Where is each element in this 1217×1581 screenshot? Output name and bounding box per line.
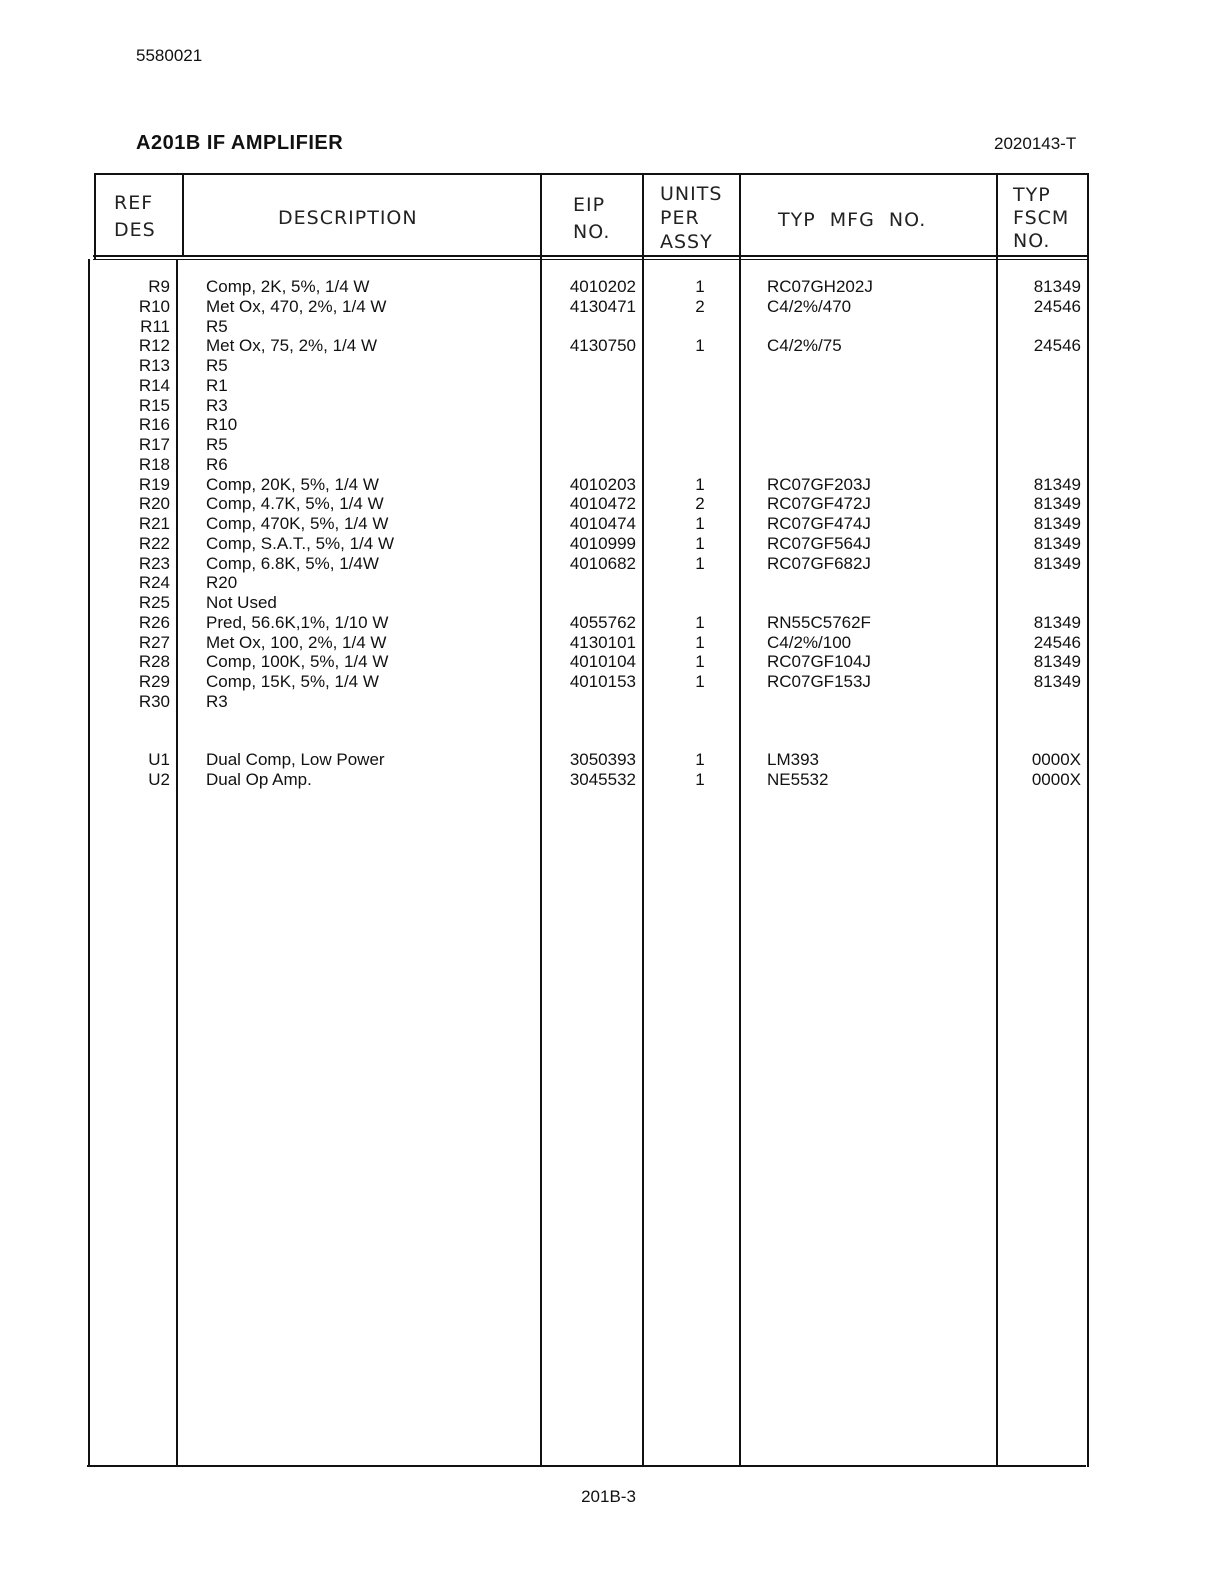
cell-description: Met Ox, 75, 2%, 1/4 W bbox=[206, 336, 378, 356]
cell-units-per-assy: 1 bbox=[695, 612, 705, 632]
page-title: A201B IF AMPLIFIER bbox=[136, 132, 344, 154]
header-divider-lower bbox=[93, 259, 1089, 260]
cell-eip-no: 4010203 bbox=[569, 474, 636, 494]
cell-typ-mfg-no: RN55C5762F bbox=[767, 612, 871, 632]
cell-typ-fscm-no: 81349 bbox=[1033, 652, 1081, 672]
table-row bbox=[0, 435, 1217, 455]
cell-units-per-assy: 1 bbox=[695, 514, 705, 533]
cell-typ-fscm-no: 24546 bbox=[1033, 336, 1081, 356]
table-left-border bbox=[94, 173, 96, 259]
cell-units-per-assy: 1 bbox=[695, 672, 705, 691]
cell-description: Not Used bbox=[206, 593, 277, 612]
cell-typ-mfg-no: C4/2%/75 bbox=[767, 336, 842, 356]
cell-units-per-assy: 2 bbox=[695, 296, 705, 316]
cell-ref-des: R17 bbox=[138, 435, 170, 454]
table-row bbox=[0, 534, 1217, 554]
cell-units-per-assy: 1 bbox=[695, 750, 705, 769]
header-ref-des: REF DES bbox=[114, 192, 156, 241]
cell-typ-fscm-no: 81349 bbox=[1033, 494, 1081, 514]
table-row bbox=[0, 672, 1217, 692]
cell-ref-des: R27 bbox=[138, 632, 170, 652]
cell-eip-no: 4130101 bbox=[569, 632, 636, 652]
table-row bbox=[0, 750, 1217, 770]
cell-eip-no: 4010153 bbox=[569, 672, 636, 691]
col-divider-ref bbox=[182, 173, 184, 257]
table-bottom-border bbox=[87, 1465, 1086, 1467]
table-row bbox=[0, 356, 1217, 376]
cell-typ-fscm-no: 24546 bbox=[1033, 632, 1081, 652]
table-row bbox=[0, 277, 1217, 297]
cell-description: Comp, 100K, 5%, 1/4 W bbox=[206, 652, 389, 672]
cell-description: R5 bbox=[206, 316, 228, 336]
cell-typ-fscm-no: 81349 bbox=[1033, 514, 1081, 533]
table-row bbox=[0, 376, 1217, 396]
table-row bbox=[0, 554, 1217, 574]
cell-ref-des: R25 bbox=[138, 593, 170, 612]
table-row bbox=[0, 455, 1217, 475]
cell-typ-mfg-no: NE5532 bbox=[767, 770, 829, 789]
cell-typ-fscm-no: 81349 bbox=[1033, 612, 1081, 632]
cell-description: R3 bbox=[206, 691, 228, 711]
cell-eip-no: 4010999 bbox=[569, 533, 636, 553]
cell-typ-mfg-no: C4/2%/470 bbox=[767, 296, 852, 316]
cell-description: Comp, 2K, 5%, 1/4 W bbox=[206, 277, 370, 296]
cell-typ-mfg-no: RC07GF474J bbox=[767, 514, 871, 533]
cell-ref-des: R29 bbox=[138, 672, 170, 691]
cell-description: Dual Comp, Low Power bbox=[206, 750, 385, 769]
cell-ref-des: R16 bbox=[138, 415, 170, 435]
cell-units-per-assy: 1 bbox=[695, 553, 705, 573]
cell-description: Met Ox, 470, 2%, 1/4 W bbox=[206, 296, 387, 316]
cell-description: R5 bbox=[206, 435, 228, 454]
table-row bbox=[0, 396, 1217, 416]
page-number: 201B-3 bbox=[581, 1487, 636, 1506]
cell-ref-des: R22 bbox=[138, 533, 170, 553]
table-row bbox=[0, 514, 1217, 534]
table-row bbox=[0, 613, 1217, 633]
cell-units-per-assy: 1 bbox=[695, 474, 705, 494]
table-row bbox=[0, 317, 1217, 337]
table-row bbox=[0, 415, 1217, 435]
cell-ref-des: R19 bbox=[138, 474, 170, 494]
cell-ref-des: R30 bbox=[138, 691, 170, 711]
cell-description: Comp, 20K, 5%, 1/4 W bbox=[206, 474, 379, 494]
table-row bbox=[0, 770, 1217, 790]
cell-ref-des: R20 bbox=[138, 494, 170, 514]
cell-typ-fscm-no: 0000X bbox=[1031, 750, 1081, 769]
cell-ref-des: R18 bbox=[138, 454, 170, 474]
cell-ref-des: R11 bbox=[140, 316, 170, 336]
cell-description: R3 bbox=[206, 395, 228, 415]
cell-typ-fscm-no: 81349 bbox=[1033, 533, 1081, 553]
table-row bbox=[0, 593, 1217, 613]
cell-ref-des: R15 bbox=[138, 395, 170, 415]
cell-typ-fscm-no: 81349 bbox=[1033, 277, 1081, 296]
cell-description: Comp, 470K, 5%, 1/4 W bbox=[206, 514, 389, 533]
cell-units-per-assy: 1 bbox=[695, 533, 705, 553]
cell-typ-fscm-no: 0000X bbox=[1031, 770, 1081, 789]
cell-ref-des: R23 bbox=[138, 553, 170, 573]
header-divider bbox=[93, 255, 1089, 257]
cell-eip-no: 4130471 bbox=[569, 296, 636, 316]
cell-description: Comp, 4.7K, 5%, 1/4 W bbox=[206, 494, 384, 514]
cell-typ-mfg-no: RC07GF104J bbox=[767, 652, 871, 672]
header-description: DESCRIPTION bbox=[278, 207, 418, 229]
cell-eip-no: 4010474 bbox=[569, 514, 636, 533]
cell-eip-no: 4010104 bbox=[569, 652, 636, 672]
cell-description: R6 bbox=[206, 454, 228, 474]
cell-typ-mfg-no: C4/2%/100 bbox=[767, 632, 852, 652]
cell-description: Dual Op Amp. bbox=[206, 770, 312, 789]
header-typ-mfg-no: TYP MFG NO. bbox=[778, 209, 927, 231]
cell-ref-des: U1 bbox=[148, 750, 170, 769]
cell-typ-fscm-no: 81349 bbox=[1033, 474, 1081, 494]
cell-ref-des: R24 bbox=[138, 573, 170, 593]
table-row bbox=[0, 652, 1217, 672]
cell-ref-des: R26 bbox=[138, 612, 170, 632]
cell-eip-no: 4055762 bbox=[569, 612, 636, 632]
cell-eip-no: 4010472 bbox=[569, 494, 636, 514]
cell-ref-des: R12 bbox=[138, 336, 170, 356]
cell-typ-mfg-no: RC07GF153J bbox=[767, 672, 871, 691]
cell-description: R1 bbox=[206, 375, 228, 395]
cell-eip-no: 4130750 bbox=[569, 336, 636, 356]
part-number: 2020143-T bbox=[994, 134, 1077, 153]
table-row bbox=[0, 494, 1217, 514]
cell-units-per-assy: 2 bbox=[695, 494, 705, 514]
cell-typ-mfg-no: RC07GF564J bbox=[767, 533, 871, 553]
cell-description: Comp, 6.8K, 5%, 1/4W bbox=[206, 553, 379, 573]
table-row bbox=[0, 633, 1217, 653]
cell-ref-des: R9 bbox=[148, 277, 170, 296]
table-row bbox=[0, 692, 1217, 712]
cell-units-per-assy: 1 bbox=[695, 632, 705, 652]
cell-typ-fscm-no: 81349 bbox=[1033, 553, 1081, 573]
cell-ref-des: R28 bbox=[138, 652, 170, 672]
cell-description: Comp, 15K, 5%, 1/4 W bbox=[206, 672, 379, 691]
cell-typ-fscm-no: 24546 bbox=[1033, 296, 1081, 316]
table-row bbox=[0, 297, 1217, 317]
table-top-border bbox=[95, 173, 1089, 175]
cell-ref-des: R10 bbox=[138, 296, 170, 316]
cell-typ-mfg-no: RC07GH202J bbox=[767, 277, 873, 296]
cell-typ-mfg-no: RC07GF203J bbox=[767, 474, 871, 494]
cell-eip-no: 4010682 bbox=[569, 553, 636, 573]
table-row bbox=[0, 475, 1217, 495]
cell-units-per-assy: 1 bbox=[695, 770, 705, 789]
header-eip-no: EIP NO. bbox=[573, 194, 611, 243]
cell-units-per-assy: 1 bbox=[695, 336, 705, 356]
table-row bbox=[0, 573, 1217, 593]
cell-typ-mfg-no: RC07GF682J bbox=[767, 553, 871, 573]
cell-description: R20 bbox=[206, 573, 238, 593]
cell-units-per-assy: 1 bbox=[695, 277, 705, 296]
cell-ref-des: R14 bbox=[138, 375, 170, 395]
header-units-per-assy: UNITS PER ASSY bbox=[660, 183, 723, 253]
cell-description: Comp, S.A.T., 5%, 1/4 W bbox=[206, 533, 395, 553]
cell-eip-no: 3050393 bbox=[569, 750, 636, 769]
header-typ-fscm-no: TYP FSCM NO. bbox=[1013, 184, 1070, 252]
cell-ref-des: R21 bbox=[138, 514, 170, 533]
cell-description: R10 bbox=[206, 415, 238, 435]
cell-ref-des: U2 bbox=[148, 770, 170, 789]
table-row bbox=[0, 336, 1217, 356]
cell-eip-no: 3045532 bbox=[569, 770, 636, 789]
cell-typ-mfg-no: LM393 bbox=[767, 750, 819, 769]
cell-description: Pred, 56.6K,1%, 1/10 W bbox=[206, 612, 389, 632]
cell-units-per-assy: 1 bbox=[695, 652, 705, 672]
cell-typ-mfg-no: RC07GF472J bbox=[767, 494, 871, 514]
cell-typ-fscm-no: 81349 bbox=[1033, 672, 1081, 691]
cell-ref-des: R13 bbox=[138, 356, 170, 375]
cell-eip-no: 4010202 bbox=[569, 277, 636, 296]
doc-number: 5580021 bbox=[136, 46, 203, 65]
cell-description: Met Ox, 100, 2%, 1/4 W bbox=[206, 632, 387, 652]
cell-description: R5 bbox=[206, 356, 228, 375]
